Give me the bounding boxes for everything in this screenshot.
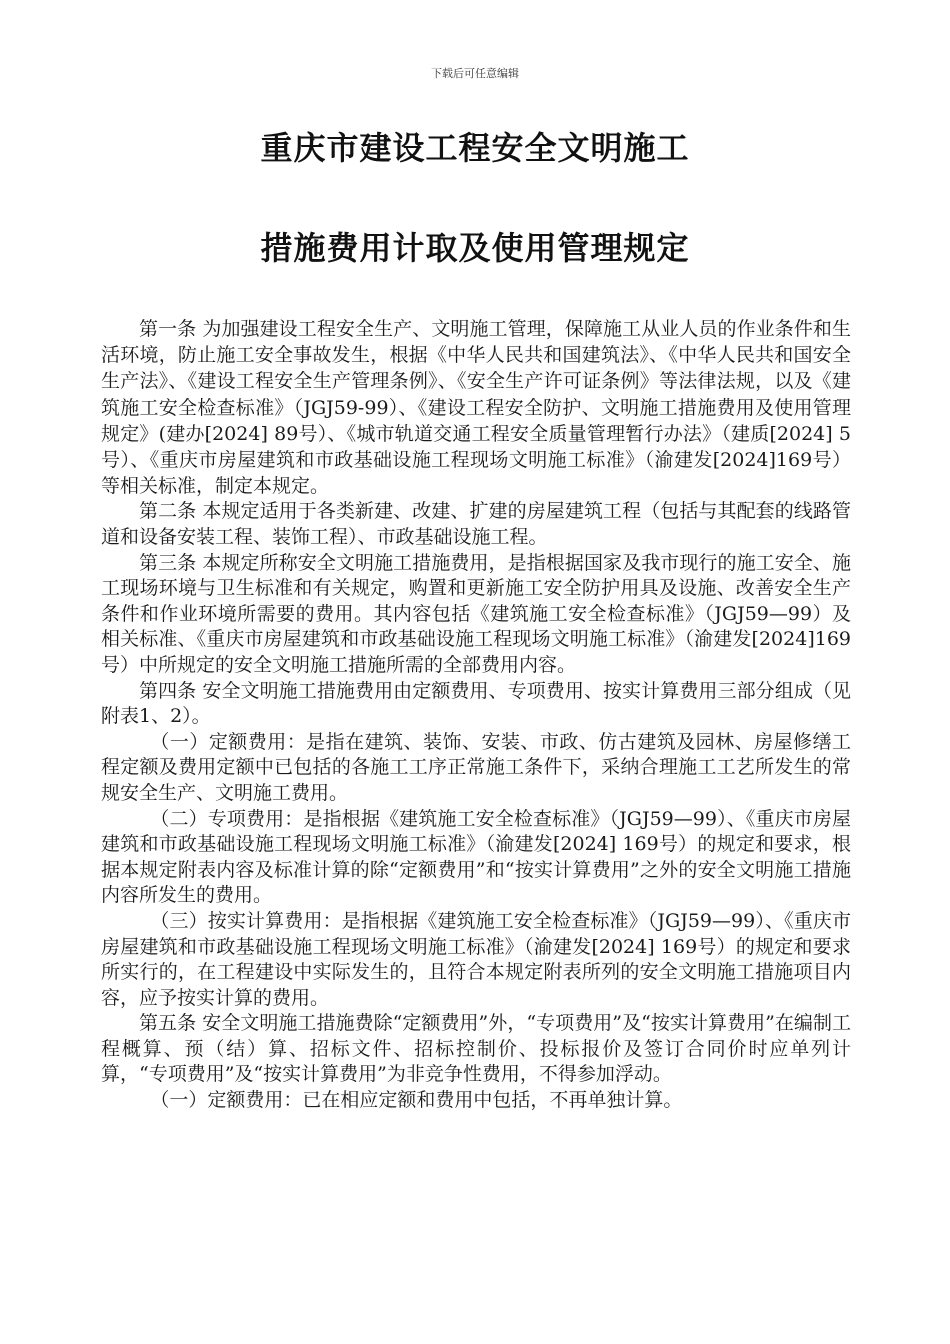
article-2-paragraph: 第二条 本规定适用于各类新建、改建、扩建的房屋建筑工程（包括与其配套的线路管道和设备安装工程、装饰工程）、市政基础设施工程。 — [101, 500, 851, 549]
header-note: 下载后可任意编辑 — [431, 67, 519, 80]
document-title-line-1: 重庆市建设工程安全文明施工 — [260, 129, 690, 167]
article-5-item-1-paragraph: （一）定额费用：已在相应定额和费用中包括，不再单独计算。 — [150, 1089, 683, 1112]
document-title-line-2: 措施费用计取及使用管理规定 — [260, 229, 690, 267]
article-1-paragraph: 第一条 为加强建设工程安全生产、文明施工管理，保障施工从业人员的作业条件和生活环境，防止施工安全事故发生，根据《中华人民共和国建筑法》、《中华人民共和国安全生产法》、《建设工程安全生产管理条例》、《安全生产许可证条例》等法律法规，以及《建筑施工安全检查标准》（JGJ59-99）、《建设工程安全防护、文明施工措施费用及使用管理规定》(建办[2024] 89号）、《城市轨道交通工程安全质量管理暂行办法》（建质[2024] 5号）、《重庆市房屋建筑和市政基础设施工程现场文明施工标准》（渝建发[2024]169号）等相关标准，制定本规定。 — [101, 318, 851, 498]
article-4-item-3-paragraph: （三）按实计算费用：是指根据《建筑施工安全检查标准》（JGJ59—99）、《重庆市房屋建筑和市政基础设施工程现场文明施工标准》（渝建发[2024] 169号）的规定和要求所实行的，在工程建设中实际发生的，且符合本规定附表所列的安全文明施工措施项目内容，应予按实计算的费用。 — [101, 909, 851, 1009]
article-4-item-2-paragraph: （二）专项费用：是指根据《建筑施工安全检查标准》（JGJ59—99）、《重庆市房屋建筑和市政基础设施工程现场文明施工标准》（渝建发[2024] 169号）的规定和要求，根据本规定附表内容及标准计算的除“定额费用”和“按实计算费用”之外的安全文明施工措施内容所发生的费用。 — [101, 807, 851, 907]
document-body — [101, 316, 851, 1114]
article-3-paragraph: 第三条 本规定所称安全文明施工措施费用，是指根据国家及我市现行的施工安全、施工现场环境与卫生标准和有关规定，购置和更新施工安全防护用具及设施、改善安全生产条件和作业环境所需要的费用。其内容包括《建筑施工安全检查标准》（JGJ59—99）及相关标准、《重庆市房屋建筑和市政基础设施工程现场文明施工标准》（渝建发[2024]169号）中所规定的安全文明施工措施所需的全部费用内容。 — [101, 551, 851, 676]
article-5-paragraph: 第五条 安全文明施工措施费除“定额费用”外，“专项费用”及“按实计算费用”在编制工程概算、预（结）算、招标文件、招标控制价、投标报价及签订合同价时应单列计算，“专项费用”及“按实计算费用”为非竞争性费用，不得参加浮动。 — [101, 1012, 851, 1086]
article-4-item-1-paragraph: （一）定额费用：是指在建筑、装饰、安装、市政、仿古建筑及园林、房屋修缮工程定额及费用定额中已包括的各施工工序正常施工条件下，采纳合理施工工艺所发生的常规安全生产、文明施工费用。 — [101, 730, 851, 804]
article-4-paragraph: 第四条 安全文明施工措施费用由定额费用、专项费用、按实计算费用三部分组成（见附表1、2）。 — [101, 679, 851, 728]
